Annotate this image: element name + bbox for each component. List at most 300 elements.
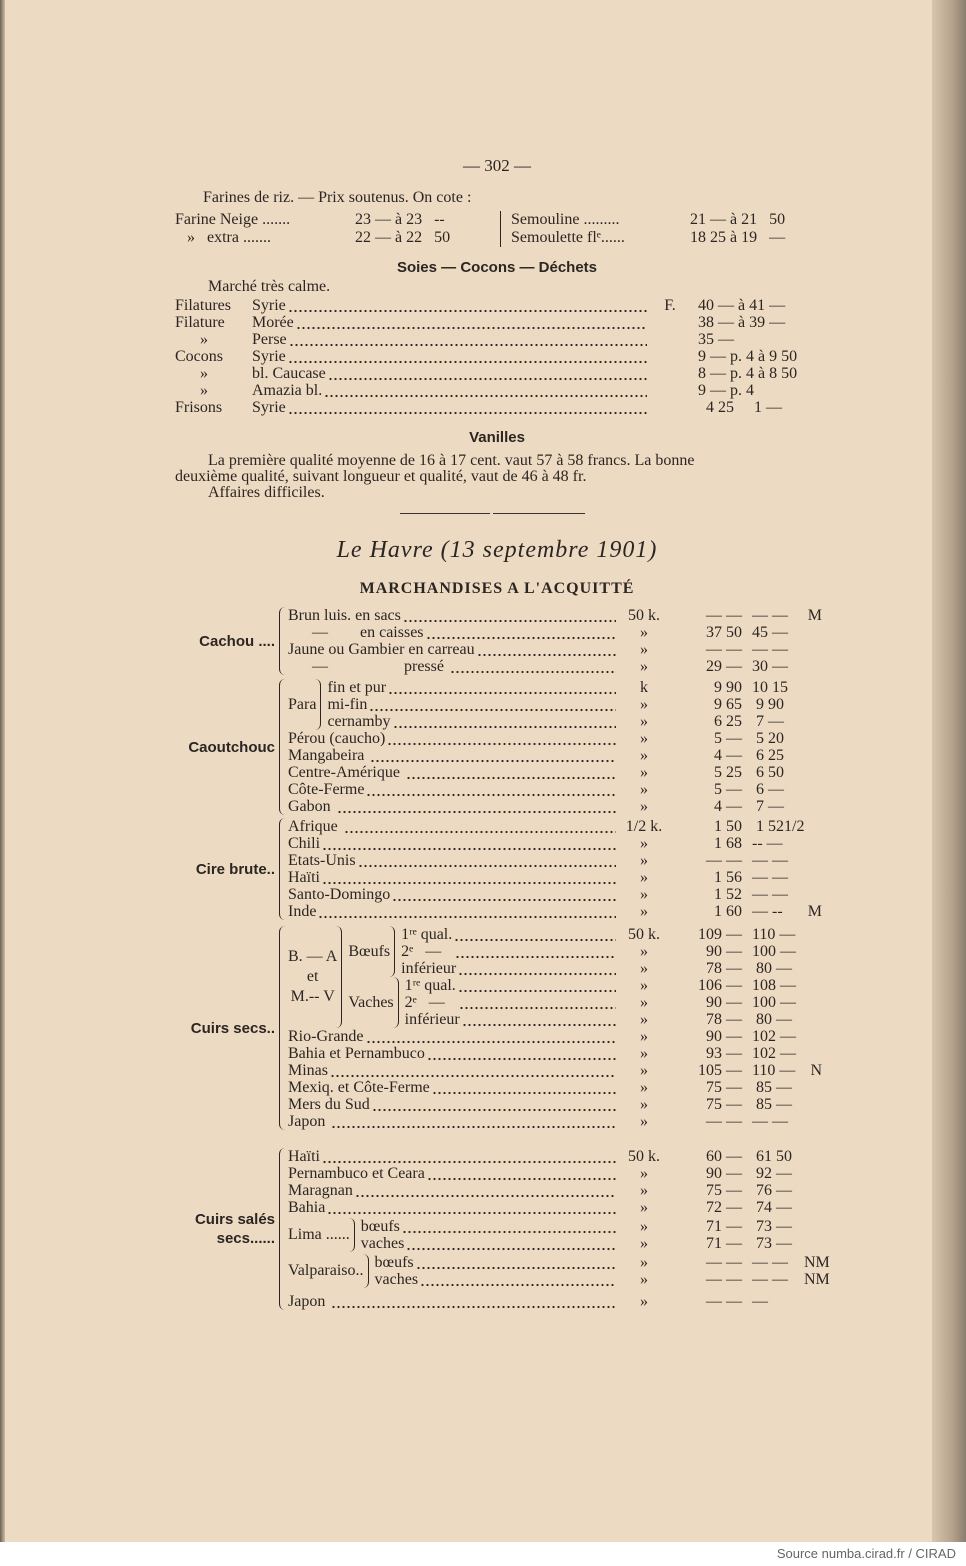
table-row [288,852,822,869]
farines-right-item-0: Semouline ......... [511,211,620,228]
row-price-low: 75 — [706,1096,742,1113]
subgroup [288,1218,822,1252]
row-flag [804,1218,822,1235]
dot-leader [406,1235,616,1252]
subgroup-rows [405,977,822,1028]
subgroup [288,1254,830,1288]
soies-row [175,382,820,399]
subgroup-label: Para [288,679,321,730]
group-label [175,1148,279,1310]
row-price-low: 9 90 [714,679,742,696]
table-row [288,1165,822,1182]
row-flag [804,1199,822,1216]
row-price-high: — — [752,852,788,869]
row-label: Pernambuco et Ceara [288,1165,425,1182]
row-unit: » [640,977,648,994]
farines-left-item-1: » extra ....... [175,229,271,246]
row-price-low: 1 56 [714,869,742,886]
row-price-low: — — [706,607,742,624]
row-unit [650,348,690,365]
dot-leader [458,977,616,994]
row-unit: 50 k. [628,926,660,943]
table-row [288,1096,822,1113]
subgroup-label: B. — A et M.-- V [288,926,342,1028]
row-price-low: 4 — [714,747,742,764]
row-unit: » [640,1235,648,1252]
row-item [405,1011,619,1028]
row-price-low: 75 — [706,1182,742,1199]
row-flag [804,886,822,903]
dot-leader [344,818,616,835]
row-item [252,348,650,365]
row-price-low: 105 — [698,1062,742,1079]
row-price-high: 85 — [752,1096,792,1113]
row-label: 1ʳᵉ qual. [404,977,456,994]
row-price-low: 60 — [706,1148,742,1165]
row-unit: » [640,747,648,764]
table-group [175,818,822,920]
row-flag [804,835,822,852]
farines-right-value-0: 21 — à 21 50 [690,211,786,228]
group-label-line: Cuirs salés [194,1211,275,1228]
row-flag [804,1148,822,1165]
row-item [361,1218,619,1235]
row-label: 2ᵉ — [404,994,457,1011]
subgroup-rows [327,679,822,730]
group-label [175,679,279,815]
table-group [175,1148,830,1310]
row-price-high: 7 — [752,713,784,730]
dot-leader [462,1011,616,1028]
row-unit [650,399,690,416]
table-row [288,1079,822,1096]
row-price-low: 75 — [706,1079,742,1096]
row-price-high: 92 — [752,1165,792,1182]
row-unit: » [640,1113,648,1130]
table-row [288,781,822,798]
table-row [288,1293,822,1310]
row-label: Jaune ou Gambier en carreau [288,641,475,658]
row-unit: k [640,679,648,696]
row-unit [650,382,690,399]
row-item [288,641,619,658]
row-price-high: 6 25 [752,747,784,764]
row-item [288,1182,619,1199]
group-label [175,607,279,675]
row-label: bœufs [360,1218,400,1235]
row-label: Chili [288,835,321,852]
row-label: mi-fin [327,696,368,713]
farines-left-value-0: 23 — à 23 -- [355,211,445,228]
row-unit: » [640,781,648,798]
row-price-high: 76 — [752,1182,792,1199]
group-rows [279,1148,830,1310]
row-price-high: 9 90 [752,696,784,713]
table-row [288,747,822,764]
row-unit: » [640,764,648,781]
row-price-high: 73 — [752,1235,792,1252]
row-item [288,781,619,798]
row-unit [650,314,690,331]
row-value: 40 — à 41 — [698,297,786,314]
dot-leader [393,713,616,730]
row-price-high: — — [752,1271,788,1288]
dot-leader [288,348,647,365]
row-flag [804,781,822,798]
row-unit: » [640,1096,648,1113]
subgroup [348,926,822,977]
row-unit: » [640,886,648,903]
dot-leader [322,1148,616,1165]
row-unit: » [640,1165,648,1182]
row-unit: » [640,869,648,886]
row-price-low: 78 — [706,960,742,977]
soies-row [175,348,820,365]
group-label-line: Cuirs secs.. [190,1019,275,1037]
row-unit: » [640,903,648,920]
dot-leader [426,624,616,641]
dot-leader [288,399,647,416]
havre-subtitle: MARCHANDISES A L'ACQUITTÉ [359,580,635,597]
subgroup [348,977,822,1028]
row-unit: » [640,1011,648,1028]
table-group [175,607,822,675]
row-item [288,1096,619,1113]
table-row [327,713,822,730]
dot-leader [427,1165,616,1182]
row-item [288,730,619,747]
subgroup [288,926,822,1028]
subgroup-rows [348,926,822,1028]
dot-leader [296,314,647,331]
soies-title: Soies — Cocons — Déchets [396,259,598,276]
row-flag [804,1028,822,1045]
row-unit: » [640,1079,648,1096]
row-price-high: 80 — [752,1011,792,1028]
row-value: 8 — p. 4 à 8 50 [698,365,798,382]
group-label-line: secs...... [216,1230,275,1247]
row-unit: » [640,835,648,852]
row-flag [804,977,822,994]
table-group [175,679,822,815]
row-price-high: 6 50 [752,764,784,781]
page-edge-right [932,0,966,1566]
row-label: Japon [288,1293,330,1310]
soies-row [175,365,820,382]
row-price-low: — — [706,852,742,869]
row-label: Mers du Sud [288,1096,370,1113]
row-label: Syrie [252,399,286,416]
row-label: Minas [288,1062,328,1079]
row-item [288,1148,619,1165]
row-price-low: 93 — [706,1045,742,1062]
table-row [374,1254,830,1271]
row-item [327,679,619,696]
row-price-low: 1 52 [714,886,742,903]
row-price-high: 100 — [752,994,796,1011]
subgroup-label: Vaches [348,977,398,1028]
row-price-high: — [752,1293,768,1310]
row-flag [804,641,822,658]
soies-row [175,399,820,416]
row-category: Frisons [175,399,223,416]
row-unit: » [640,658,648,675]
row-unit: » [640,624,648,641]
row-price-high: 1 521/2 [752,818,805,835]
row-flag [804,658,822,675]
row-item [288,798,619,815]
row-item [288,903,619,920]
table-row [288,1199,822,1216]
row-unit: » [640,1199,648,1216]
row-unit: » [640,730,648,747]
dot-leader [477,641,616,658]
dot-leader [370,747,616,764]
row-flag [804,818,822,835]
vanilles-title: Vanilles [469,429,525,446]
row-unit: » [640,1062,648,1079]
table-row [288,1045,822,1062]
column-divider [500,211,501,247]
row-label: Afrique [288,818,342,835]
row-item [288,658,619,675]
row-item [401,926,619,943]
table-row [288,818,822,835]
soies-row [175,331,820,348]
dot-leader [366,1028,616,1045]
row-price-low: 37 50 [706,624,742,641]
row-flag [804,713,822,730]
group-rows [279,926,822,1130]
page-number: — 302 — [463,156,531,175]
row-label: Haïti [288,1148,320,1165]
dot-leader [432,1079,616,1096]
row-flag: N [810,1062,822,1079]
dot-leader [372,1096,616,1113]
row-item [288,886,619,903]
group-label-line: Cachou .... [199,632,275,650]
dot-leader [330,1062,616,1079]
row-label: Mexiq. et Côte-Ferme [288,1079,430,1096]
row-label: Perse [252,331,287,348]
row-label: vaches [360,1235,405,1252]
row-label: Bahia [288,1199,326,1216]
row-item [252,365,650,382]
row-label: Brun luis. en sacs [288,607,401,624]
row-unit: » [640,1293,648,1310]
dot-leader [289,331,647,348]
table-row [288,641,822,658]
table-row [288,1113,822,1130]
row-price-low: — — [706,1113,742,1130]
soies-row [175,297,820,314]
row-category: Filature [175,314,225,331]
row-price-high: 45 — [752,624,788,641]
row-price-high: 110 — [752,926,796,943]
dot-leader [388,679,616,696]
dot-leader [331,1293,616,1310]
group-label [175,818,279,920]
row-price-low: 72 — [706,1199,742,1216]
group-rows [279,607,822,675]
row-price-low: 5 — [714,781,742,798]
row-flag [804,798,822,815]
row-value: 38 — à 39 — [698,314,786,331]
row-price-high: 102 — [752,1028,796,1045]
row-price-high: — — [752,1113,788,1130]
dot-leader [322,835,616,852]
havre-title: Le Havre (13 septembre 1901) [336,537,658,563]
table-row [288,1028,822,1045]
dot-leader [402,1218,616,1235]
row-price-low: — — [706,1271,742,1288]
dot-leader [337,798,616,815]
dot-leader [355,1182,616,1199]
table-row [361,1218,822,1235]
row-unit: » [640,798,648,815]
row-label: 2ᵉ — [401,943,454,960]
table-row [288,658,822,675]
row-price-high: 74 — [752,1199,792,1216]
row-label: vaches [374,1271,419,1288]
row-price-low: 90 — [706,943,742,960]
row-label: fin et pur [327,679,387,696]
row-value: 9 — p. 4 [698,382,754,399]
row-item [401,943,619,960]
table-row [405,994,822,1011]
row-label: inférieur [404,1011,460,1028]
row-price-high: -- — [752,835,783,852]
dot-leader [324,382,647,399]
soies-note: Marché très calme. [208,278,331,295]
row-flag [804,994,822,1011]
row-value: 4 25 1 — [698,399,782,416]
row-item [288,1199,619,1216]
row-flag [804,1293,822,1310]
row-flag [804,679,822,696]
row-price-high: 30 — [752,658,788,675]
row-item [288,1079,619,1096]
row-label: Mangabeira [288,747,369,764]
row-item [288,747,619,764]
row-category: Filatures [175,297,231,314]
row-label: inférieur [401,960,457,977]
table-row [361,1235,822,1252]
row-item [327,696,619,713]
dot-leader [322,869,616,886]
farines-left-item-0: Farine Neige ....... [175,211,291,228]
row-item [252,314,650,331]
dot-leader [366,781,616,798]
row-price-low: — — [706,641,742,658]
row-flag: M [807,607,822,624]
row-unit: » [640,1254,648,1271]
row-category: Cocons [175,348,223,365]
row-unit: » [640,696,648,713]
row-item [288,1062,619,1079]
row-unit: 50 k. [628,607,660,624]
row-price-high: 61 50 [752,1148,792,1165]
row-price-high: 10 15 [752,679,788,696]
row-label: Rio-Grande [288,1028,364,1045]
row-flag [804,696,822,713]
dot-leader [406,764,616,781]
row-unit: 1/2 k. [625,818,663,835]
row-label: Etats-Unis [288,852,356,869]
row-item [288,1113,619,1130]
farines-intro: Farines de riz. — Prix soutenus. On cote : [203,189,472,206]
row-item [375,1271,619,1288]
row-label: Syrie [252,348,286,365]
row-label: 1ʳᵉ qual. [401,926,453,943]
subgroup [288,679,822,730]
row-flag [804,852,822,869]
row-price-high: 6 — [752,781,784,798]
table-row [401,926,822,943]
row-label: Amazia bl. [252,382,323,399]
row-unit: » [640,1028,648,1045]
row-item [405,994,619,1011]
row-price-low: 1 60 [714,903,742,920]
row-label: Santo-Domingo [288,886,391,903]
farines-left-value-1: 22 — à 22 50 [355,229,451,246]
row-price-low: 29 — [706,658,742,675]
table-row [288,798,822,815]
row-unit: » [640,641,648,658]
table-row [401,943,822,960]
row-label: — en caisses [288,624,424,641]
subgroup-rows [374,1254,830,1288]
row-price-low: 90 — [706,994,742,1011]
row-value: 35 — [698,331,734,348]
row-price-high: 110 — [752,1062,796,1079]
table-group [175,926,822,1130]
row-label: cernamby [327,713,391,730]
row-price-high: — — [752,641,788,658]
row-price-low: 71 — [706,1218,742,1235]
row-item [375,1254,619,1271]
row-flag: NM [804,1254,830,1271]
row-flag [804,1045,822,1062]
row-flag [804,1165,822,1182]
row-price-low: 106 — [698,977,742,994]
row-unit: » [640,713,648,730]
dot-leader [387,730,616,747]
row-price-high: — — [752,886,788,903]
subgroup-rows [361,1218,822,1252]
dot-leader [327,1199,616,1216]
farines-right-item-1: Semoulette flᵉ...... [511,229,625,246]
row-flag [804,960,822,977]
row-label: Morée [252,314,294,331]
subgroup-rows [401,926,822,977]
row-price-low: 109 — [698,926,742,943]
dot-leader [392,886,616,903]
table-row [288,730,822,747]
dot-leader [420,1271,616,1288]
row-price-low: 90 — [706,1165,742,1182]
row-flag [804,730,822,747]
row-item [252,297,650,314]
row-label: Pérou (caucho) [288,730,386,747]
row-unit: » [640,943,648,960]
dot-leader [328,365,647,382]
row-item [288,852,619,869]
row-flag [804,869,822,886]
row-label: bl. Caucase [252,365,326,382]
dot-leader [455,943,616,960]
divider-rule [493,513,585,514]
